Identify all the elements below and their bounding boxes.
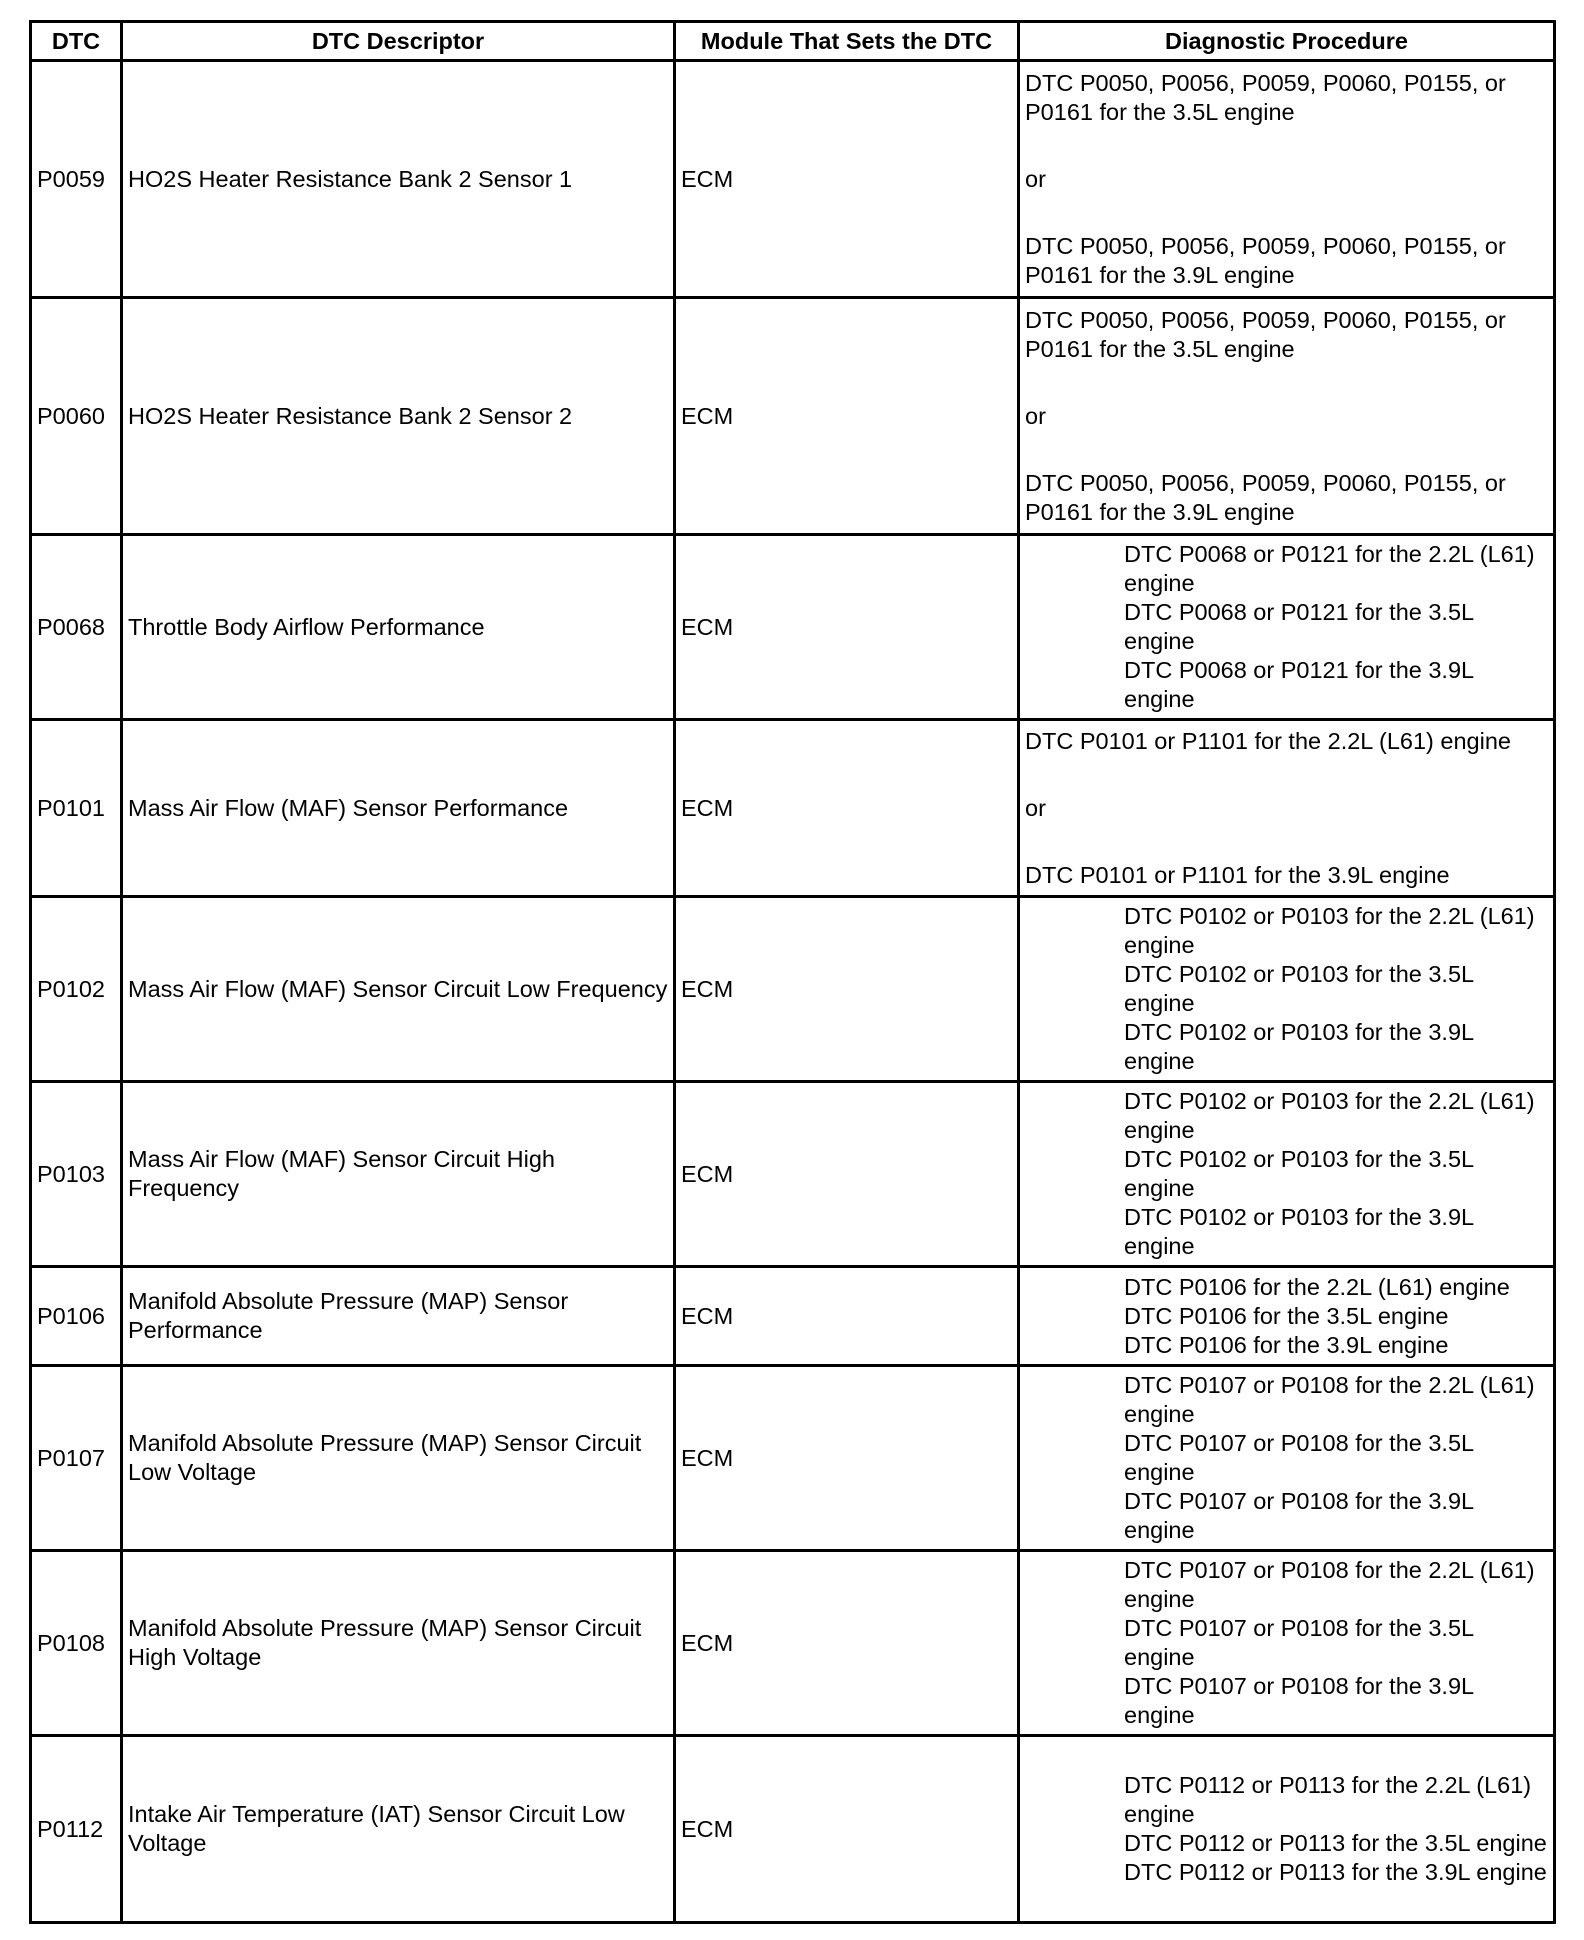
module-name: ECM — [675, 720, 1019, 897]
procedure-link[interactable]: DTC P0102 or P0103 for the 2.2L (L61) engine — [1124, 903, 1535, 958]
dtc-descriptor: Manifold Absolute Pressure (MAP) Sensor Performance — [122, 1267, 675, 1366]
module-name: ECM — [675, 1736, 1019, 1923]
table-row — [31, 1366, 1555, 1551]
procedure-link[interactable]: DTC P0050, P0056, P0059, P0060, P0155, or P0161 for the 3.5L engine — [1025, 306, 1506, 362]
table-row — [31, 61, 1555, 298]
procedure-link[interactable]: DTC P0106 for the 3.5L engine — [1124, 1302, 1449, 1329]
dtc-descriptor: HO2S Heater Resistance Bank 2 Sensor 1 — [122, 61, 675, 298]
dtc-code: P0068 — [31, 535, 122, 720]
procedure-link[interactable]: DTC P0050, P0056, P0059, P0060, P0155, or P0161 for the 3.9L engine — [1025, 232, 1506, 288]
dtc-code: P0106 — [31, 1267, 122, 1366]
module-name: ECM — [675, 535, 1019, 720]
procedure-separator: or — [1025, 794, 1046, 821]
dtc-code: P0103 — [31, 1082, 122, 1267]
diagnostic-procedure — [1019, 1267, 1555, 1366]
table-row — [31, 1551, 1555, 1736]
procedure-link[interactable]: DTC P0050, P0056, P0059, P0060, P0155, or P0161 for the 3.5L engine — [1025, 69, 1506, 125]
table-header — [31, 22, 1555, 61]
dtc-code: P0108 — [31, 1551, 122, 1736]
module-name: ECM — [675, 1366, 1019, 1551]
header-module: Module That Sets the DTC — [675, 22, 1019, 61]
table-row — [31, 897, 1555, 1082]
procedure-separator: or — [1025, 165, 1046, 192]
procedure-link[interactable]: DTC P0112 or P0113 for the 2.2L (L61) engine — [1124, 1772, 1532, 1827]
header-row — [31, 22, 1555, 61]
dtc-descriptor: Manifold Absolute Pressure (MAP) Sensor Circuit Low Voltage — [122, 1366, 675, 1551]
procedure-link[interactable]: DTC P0068 or P0121 for the 3.9L engine — [1124, 657, 1474, 712]
procedure-link[interactable]: DTC P0112 or P0113 for the 3.5L engine — [1124, 1830, 1547, 1856]
procedure-link[interactable]: DTC P0102 or P0103 for the 3.9L engine — [1124, 1019, 1474, 1074]
module-name: ECM — [675, 897, 1019, 1082]
diagnostic-procedure — [1019, 298, 1555, 535]
table-row — [31, 535, 1555, 720]
dtc-code: P0059 — [31, 61, 122, 298]
procedure-link[interactable]: DTC P0106 for the 2.2L (L61) engine — [1124, 1273, 1510, 1300]
header-descriptor: DTC Descriptor — [122, 22, 675, 61]
table-row — [31, 1736, 1555, 1923]
procedure-link[interactable]: DTC P0101 or P1101 for the 3.9L engine — [1025, 861, 1450, 888]
module-name: ECM — [675, 1082, 1019, 1267]
procedure-link[interactable]: DTC P0101 or P1101 for the 2.2L (L61) engine — [1025, 727, 1511, 754]
diagnostic-procedure — [1019, 61, 1555, 298]
procedure-link[interactable]: DTC P0102 or P0103 for the 2.2L (L61) engine — [1124, 1088, 1535, 1143]
procedure-link[interactable]: DTC P0107 or P0108 for the 3.9L engine — [1124, 1488, 1474, 1543]
dtc-code: P0107 — [31, 1366, 122, 1551]
dtc-descriptor: Throttle Body Airflow Performance — [122, 535, 675, 720]
dtc-descriptor: Mass Air Flow (MAF) Sensor Circuit Low Frequency — [122, 897, 675, 1082]
table-row — [31, 1267, 1555, 1366]
diagnostic-procedure — [1019, 1551, 1555, 1736]
dtc-descriptor: Mass Air Flow (MAF) Sensor Circuit High Frequency — [122, 1082, 675, 1267]
diagnostic-procedure — [1019, 1082, 1555, 1267]
procedure-link[interactable]: DTC P0102 or P0103 for the 3.5L engine — [1124, 961, 1474, 1016]
module-name: ECM — [675, 1267, 1019, 1366]
dtc-descriptor: Mass Air Flow (MAF) Sensor Performance — [122, 720, 675, 897]
diagnostic-procedure — [1019, 1736, 1555, 1923]
diagnostic-procedure — [1019, 897, 1555, 1082]
procedure-link[interactable]: DTC P0107 or P0108 for the 2.2L (L61) engine — [1124, 1557, 1535, 1612]
procedure-link[interactable]: DTC P0102 or P0103 for the 3.9L engine — [1124, 1204, 1474, 1259]
procedure-separator: or — [1025, 402, 1046, 429]
procedure-link[interactable]: DTC P0106 for the 3.9L engine — [1124, 1331, 1449, 1358]
dtc-code: P0102 — [31, 897, 122, 1082]
dtc-code: P0060 — [31, 298, 122, 535]
procedure-link[interactable]: DTC P0107 or P0108 for the 3.5L engine — [1124, 1430, 1474, 1485]
dtc-code: P0112 — [31, 1736, 122, 1923]
header-dtc: DTC — [31, 22, 122, 61]
procedure-link[interactable]: DTC P0102 or P0103 for the 3.5L engine — [1124, 1146, 1474, 1201]
dtc-descriptor: Manifold Absolute Pressure (MAP) Sensor Circuit High Voltage — [122, 1551, 675, 1736]
table-row — [31, 720, 1555, 897]
module-name: ECM — [675, 298, 1019, 535]
procedure-link[interactable]: DTC P0107 or P0108 for the 3.5L engine — [1124, 1615, 1474, 1670]
procedure-link[interactable]: DTC P0068 or P0121 for the 3.5L engine — [1124, 599, 1474, 654]
table-body — [31, 61, 1555, 1923]
diagnostic-procedure — [1019, 535, 1555, 720]
module-name: ECM — [675, 1551, 1019, 1736]
dtc-descriptor: HO2S Heater Resistance Bank 2 Sensor 2 — [122, 298, 675, 535]
dtc-table — [29, 20, 1556, 1924]
diagnostic-procedure — [1019, 720, 1555, 897]
dtc-code: P0101 — [31, 720, 122, 897]
procedure-link[interactable]: DTC P0107 or P0108 for the 3.9L engine — [1124, 1673, 1474, 1728]
procedure-link[interactable]: DTC P0107 or P0108 for the 2.2L (L61) engine — [1124, 1372, 1535, 1427]
dtc-descriptor: Intake Air Temperature (IAT) Sensor Circuit Low Voltage — [122, 1736, 675, 1923]
table-row — [31, 1082, 1555, 1267]
module-name: ECM — [675, 61, 1019, 298]
table-row — [31, 298, 1555, 535]
procedure-link[interactable]: DTC P0050, P0056, P0059, P0060, P0155, or P0161 for the 3.9L engine — [1025, 469, 1506, 525]
procedure-link[interactable]: DTC P0112 or P0113 for the 3.9L engine — [1124, 1859, 1547, 1885]
procedure-link[interactable]: DTC P0068 or P0121 for the 2.2L (L61) engine — [1124, 541, 1535, 596]
diagnostic-procedure — [1019, 1366, 1555, 1551]
header-procedure: Diagnostic Procedure — [1019, 22, 1555, 61]
